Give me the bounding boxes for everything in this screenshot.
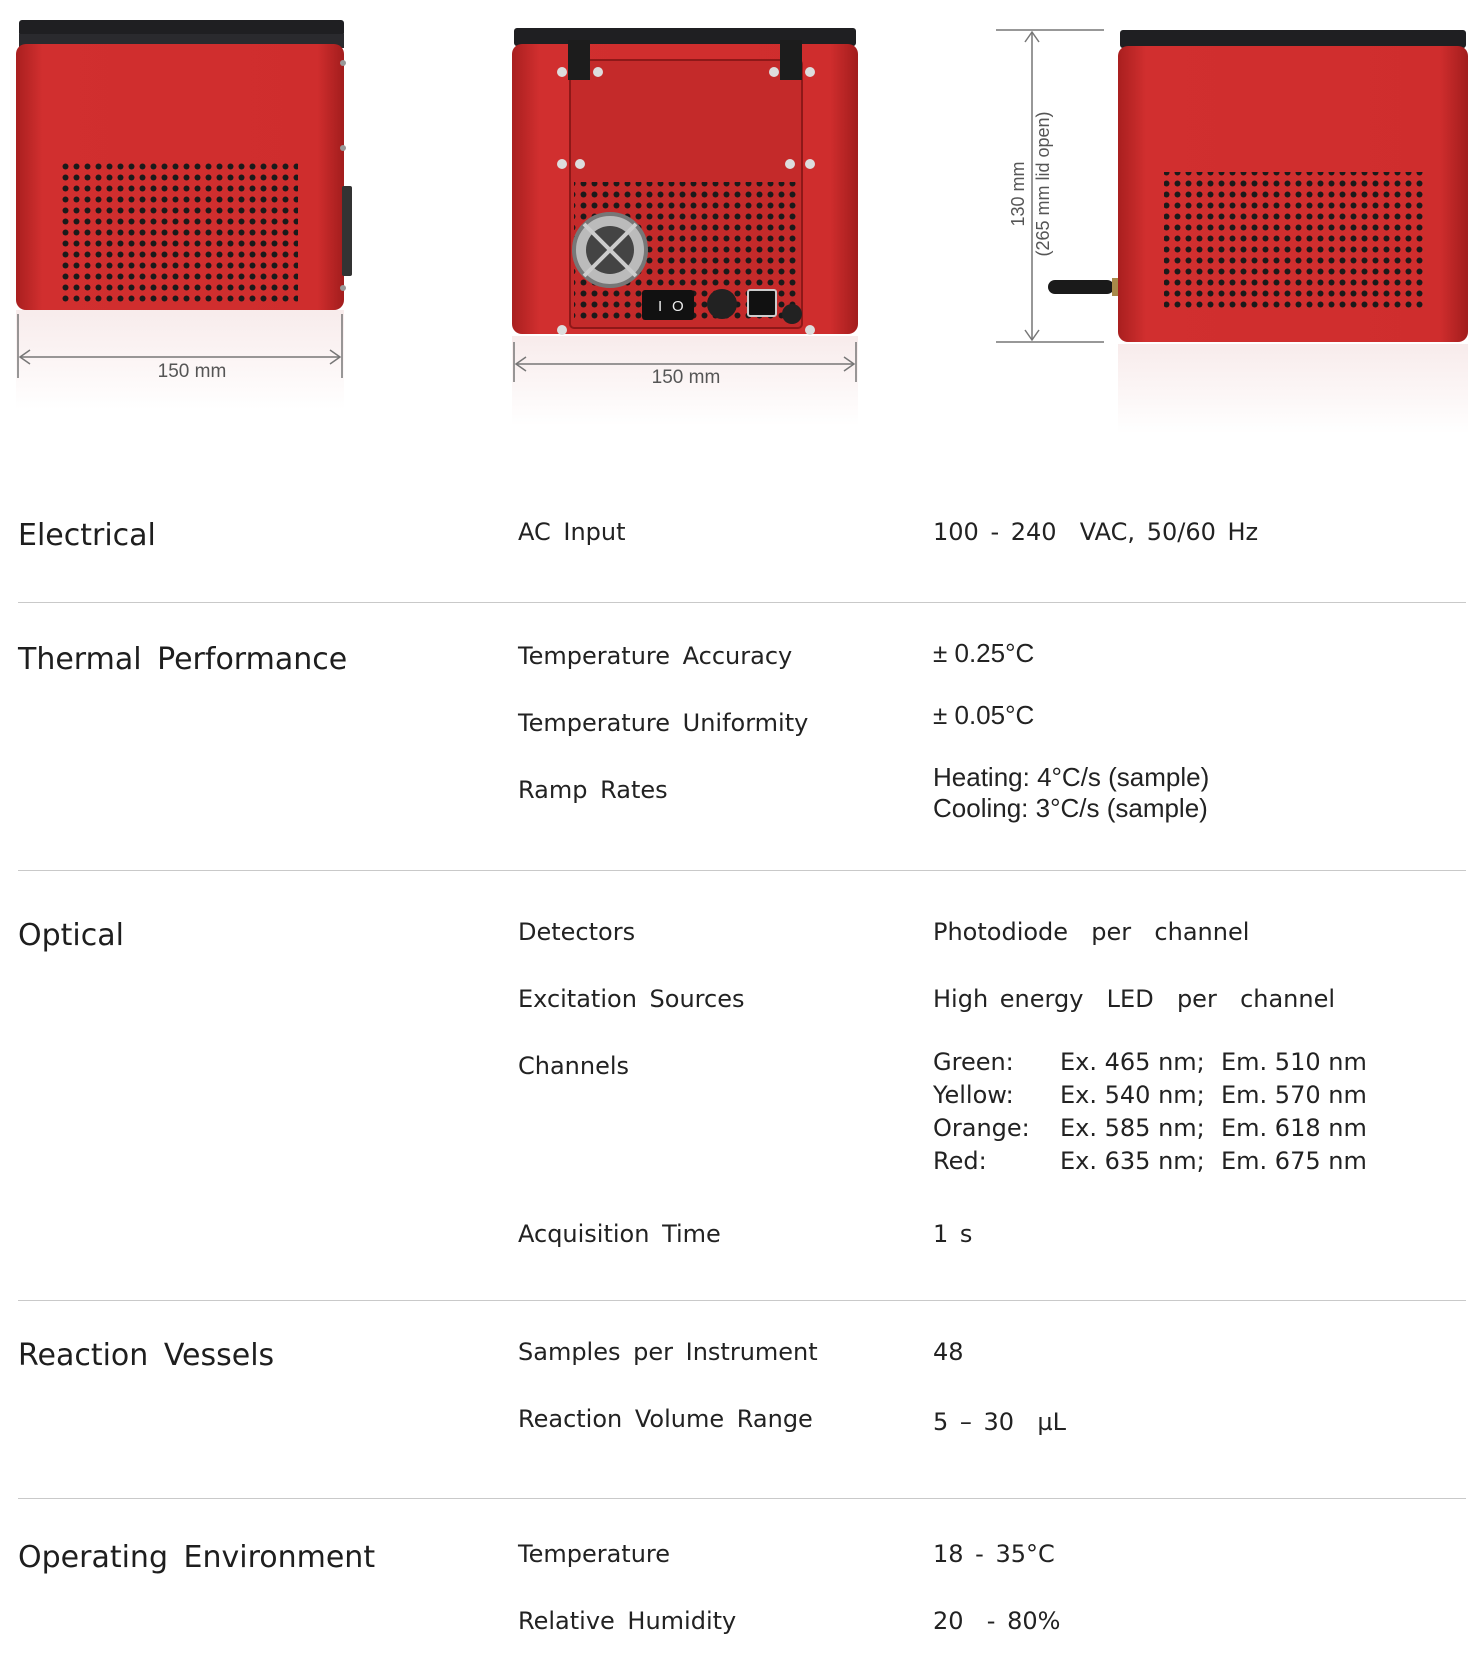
power-switch-on-label: I — [658, 298, 663, 315]
channel-name: Orange: — [933, 1114, 1030, 1142]
spec-value: Photodiode per channel — [933, 918, 1250, 946]
section-divider — [18, 602, 1466, 603]
channel-name: Yellow: — [933, 1081, 1014, 1109]
product-views — [0, 0, 1482, 450]
spec-label: Samples per Instrument — [518, 1338, 818, 1366]
spec-value: 48 — [933, 1338, 964, 1366]
power-switch-off-label: O — [672, 298, 684, 315]
spec-value: 100 - 240 VAC, 50/60 Hz — [933, 518, 1259, 546]
spec-label: AC Input — [518, 518, 626, 546]
front-width-label: 150 mm — [157, 361, 227, 382]
section-title: Optical — [18, 918, 124, 953]
back-width-label: 150 mm — [651, 367, 721, 388]
channel-excitation: Ex. 635 nm; — [1060, 1147, 1205, 1175]
height-open-label: (265 mm lid open) — [1033, 111, 1053, 257]
spec-value: 1 s — [933, 1220, 973, 1248]
channel-excitation: Ex. 585 nm; — [1060, 1114, 1205, 1142]
spec-label: Temperature — [518, 1540, 671, 1568]
channel-emission: Em. 675 nm — [1221, 1147, 1367, 1175]
back-view-image — [512, 24, 872, 444]
channel-excitation: Ex. 540 nm; — [1060, 1081, 1205, 1109]
spec-value: Cooling: 3°C/s (sample) — [933, 793, 1208, 823]
spec-label: Detectors — [518, 918, 636, 946]
spec-label: Temperature Uniformity — [518, 709, 809, 737]
section-divider — [18, 1498, 1466, 1499]
spec-value: High energy LED per channel — [933, 985, 1336, 1013]
side-view-image — [996, 24, 1472, 444]
spec-label: Excitation Sources — [518, 985, 745, 1013]
spec-value: Heating: 4°C/s (sample) — [933, 762, 1210, 792]
spec-label: Acquisition Time — [518, 1220, 721, 1248]
section-title: Reaction Vessels — [18, 1338, 275, 1373]
section-title: Thermal Performance — [18, 642, 348, 677]
section-divider — [18, 1300, 1466, 1301]
spec-value: 18 - 35°C — [933, 1540, 1055, 1568]
channel-name: Green: — [933, 1048, 1014, 1076]
spec-label: Channels — [518, 1052, 630, 1080]
section-title: Operating Environment — [18, 1540, 376, 1575]
section-divider — [18, 870, 1466, 871]
spec-label: Temperature Accuracy — [518, 642, 793, 670]
spec-value: 5 – 30 µL — [933, 1408, 1066, 1436]
channel-excitation: Ex. 465 nm; — [1060, 1048, 1205, 1076]
spec-value: 20 - 80% — [933, 1607, 1061, 1635]
spec-label: Reaction Volume Range — [518, 1405, 813, 1433]
channel-name: Red: — [933, 1147, 987, 1175]
section-title: Electrical — [18, 518, 156, 553]
height-label: 130 mm — [1008, 161, 1028, 227]
channel-emission: Em. 570 nm — [1221, 1081, 1367, 1109]
channel-emission: Em. 510 nm — [1221, 1048, 1367, 1076]
front-view-image — [16, 18, 376, 438]
channel-emission: Em. 618 nm — [1221, 1114, 1367, 1142]
spec-label: Relative Humidity — [518, 1607, 737, 1635]
spec-value: ± 0.25°C — [933, 638, 1035, 668]
spec-label: Ramp Rates — [518, 776, 668, 804]
spec-value: ± 0.05°C — [933, 700, 1035, 730]
